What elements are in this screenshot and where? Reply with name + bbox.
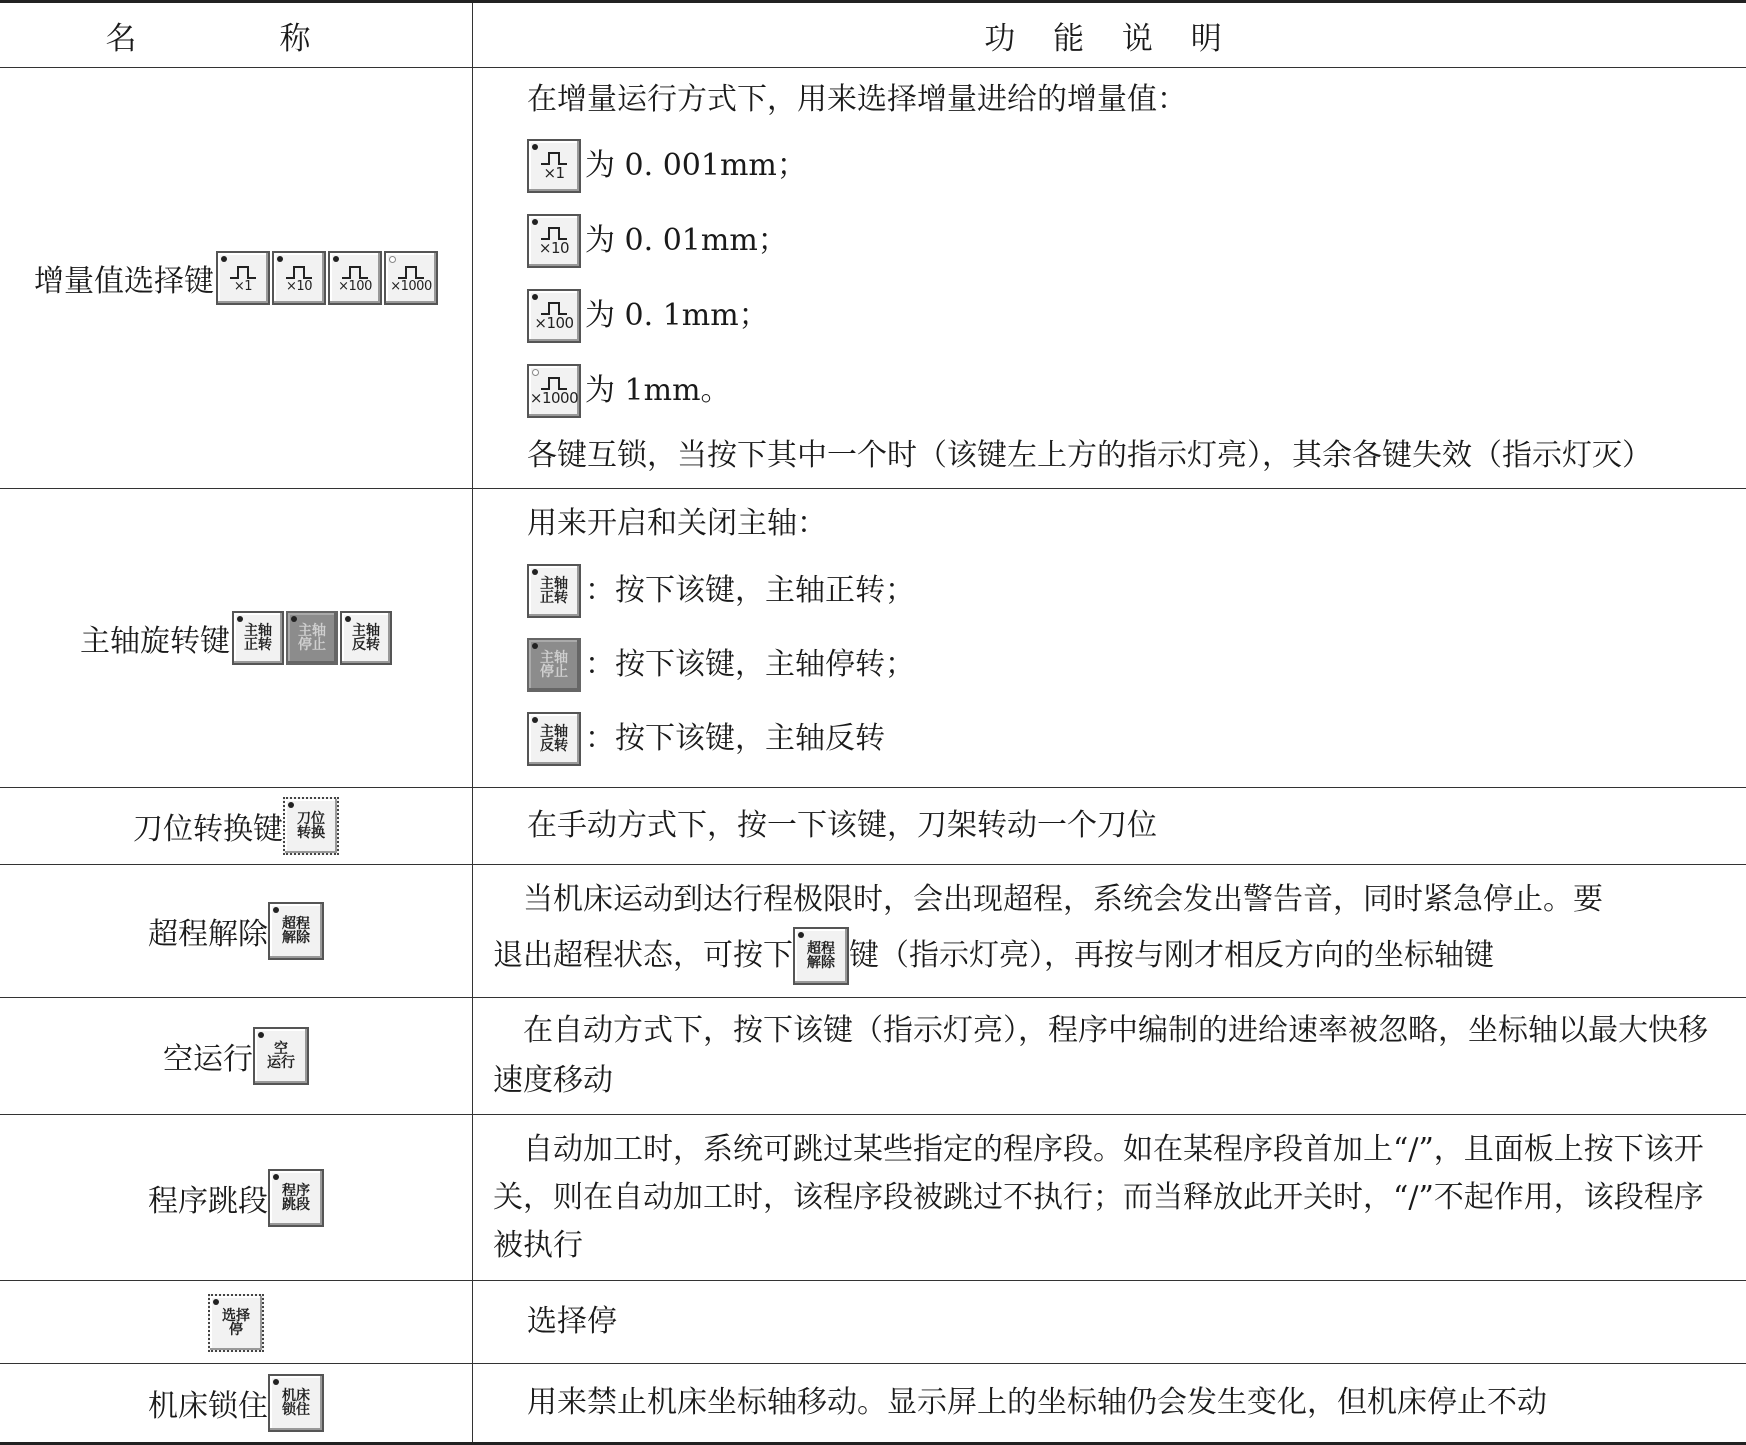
table-row-program-skip xyxy=(0,1115,1746,1281)
increment-x1-key-ref: ×1 xyxy=(527,139,581,193)
spindle-forward-key[interactable]: 主轴 正转 xyxy=(232,611,284,665)
spindle-desc-cell xyxy=(473,489,1746,788)
increment-item-4 xyxy=(497,353,1723,428)
spindle-intro: 用来开启和关闭主轴： xyxy=(497,494,1723,554)
dryrun-name-cell xyxy=(0,998,473,1115)
program-skip-desc: 自动加工时，系统可跳过某些指定的程序段。如在某程序段首加上“/”，且面板上按下该开关，则在自动加工时，该程序段被跳过不执行；而当释放此开关时，“/”不起作用，该段程序被执行 xyxy=(493,1126,1729,1270)
tool-change-name: 刀位转换键 xyxy=(133,804,283,848)
tool-name-cell xyxy=(0,788,473,865)
table-row-machine-lock xyxy=(0,1364,1746,1444)
increment-item-3 xyxy=(497,278,1723,353)
optstop-name-cell xyxy=(0,1281,473,1364)
header-name: 名 称 xyxy=(0,2,473,68)
spindle-forward-key-ref: 主轴 正转 xyxy=(527,564,581,618)
spindle-item-1 xyxy=(497,554,1723,628)
tool-change-key[interactable]: 刀位 转换 xyxy=(283,797,339,855)
increment-note: 各键互锁，当按下其中一个时（该键左上方的指示灯亮），其余各键失效（指示灯灭） xyxy=(497,428,1723,484)
spindle-name: 主轴旋转键 xyxy=(80,616,230,660)
overtravel-desc-pre: 退出超程状态，可按下 xyxy=(493,931,793,981)
overtravel-desc-cell xyxy=(473,865,1746,998)
spindle-item-2-text: ：按下该键，主轴停转； xyxy=(585,640,915,690)
dry-run-name: 空运行 xyxy=(163,1034,253,1078)
table-header-row xyxy=(0,2,1746,68)
spindle-item-2 xyxy=(497,628,1723,702)
overtravel-release-key[interactable]: 超程 解除 xyxy=(268,902,324,960)
increment-x100-key[interactable]: ×100 xyxy=(328,251,382,305)
increment-x10-key-ref: ×10 xyxy=(527,214,581,268)
increment-x1000-key-ref: ×1000 xyxy=(527,364,581,418)
increment-value-1: 为 0. 001mm； xyxy=(585,141,807,191)
machine-lock-name: 机床锁住 xyxy=(148,1381,268,1425)
program-skip-name: 程序跳段 xyxy=(148,1176,268,1220)
spindle-item-3 xyxy=(497,702,1723,776)
increment-value-2: 为 0. 01mm； xyxy=(585,216,788,266)
increment-x1-key[interactable]: ×1 xyxy=(216,251,270,305)
spindle-item-3-text: ：按下该键，主轴反转 xyxy=(585,714,885,764)
table-row-optional-stop xyxy=(0,1281,1746,1364)
optional-stop-desc: 选择停 xyxy=(497,1297,1723,1347)
spindle-name-cell xyxy=(0,489,473,788)
machine-lock-key[interactable]: 机床 锁住 xyxy=(268,1374,324,1432)
optstop-desc-cell xyxy=(473,1281,1746,1364)
increment-name: 增量值选择键 xyxy=(34,256,214,300)
overtravel-desc-line-1: 当机床运动到达行程极限时，会出现超程，系统会发出警告音，同时紧急停止。要 xyxy=(493,875,1729,925)
increment-desc-cell xyxy=(473,68,1746,489)
increment-x1000-key[interactable]: ×1000 xyxy=(384,251,438,305)
dry-run-desc: 在自动方式下，按下该键（指示灯亮），程序中编制的进给速率被忽略，坐标轴以最大快移速度移动 xyxy=(493,1006,1729,1106)
spindle-item-1-text: ：按下该键，主轴正转； xyxy=(585,566,915,616)
spindle-stop-key[interactable]: 主轴 停止 xyxy=(286,611,338,665)
increment-intro: 在增量运行方式下，用来选择增量进给的增量值： xyxy=(497,72,1723,128)
dry-run-key[interactable]: 空 运行 xyxy=(253,1027,309,1085)
overtravel-desc-post: 键（指示灯亮），再按与刚才相反方向的坐标轴键 xyxy=(849,931,1494,981)
skip-name-cell xyxy=(0,1115,473,1281)
table-row-increment xyxy=(0,68,1746,489)
lock-name-cell xyxy=(0,1364,473,1444)
increment-item-1 xyxy=(497,128,1723,203)
lock-desc-cell xyxy=(473,1364,1746,1444)
program-skip-key[interactable]: 程序 跳段 xyxy=(268,1169,324,1227)
overtravel-name-cell xyxy=(0,865,473,998)
increment-value-4: 为 1mm。 xyxy=(585,366,731,416)
skip-desc-cell xyxy=(473,1115,1746,1281)
spindle-stop-key-ref: 主轴 停止 xyxy=(527,638,581,692)
dryrun-desc-cell xyxy=(473,998,1746,1115)
table-row-tool-change xyxy=(0,788,1746,865)
tool-change-desc: 在手动方式下，按一下该键，刀架转动一个刀位 xyxy=(497,801,1723,851)
overtravel-name: 超程解除 xyxy=(148,909,268,953)
increment-x10-key[interactable]: ×10 xyxy=(272,251,326,305)
increment-x100-key-ref: ×100 xyxy=(527,289,581,343)
table-row-overtravel xyxy=(0,865,1746,998)
increment-name-cell xyxy=(0,68,473,489)
overtravel-release-key-ref: 超程 解除 xyxy=(793,927,849,985)
header-description: 功 能 说 明 xyxy=(473,2,1746,68)
machine-lock-desc: 用来禁止机床坐标轴移动。显示屏上的坐标轴仍会发生变化，但机床停止不动 xyxy=(497,1378,1723,1428)
tool-desc-cell xyxy=(473,788,1746,865)
increment-item-2 xyxy=(497,203,1723,278)
spindle-reverse-key[interactable]: 主轴 反转 xyxy=(340,611,392,665)
table-row-dry-run xyxy=(0,998,1746,1115)
optional-stop-key[interactable]: 选择 停 xyxy=(208,1294,264,1352)
spindle-reverse-key-ref: 主轴 反转 xyxy=(527,712,581,766)
overtravel-desc-line-2 xyxy=(493,925,1729,987)
table-row-spindle xyxy=(0,489,1746,788)
increment-value-3: 为 0. 1mm； xyxy=(585,291,769,341)
